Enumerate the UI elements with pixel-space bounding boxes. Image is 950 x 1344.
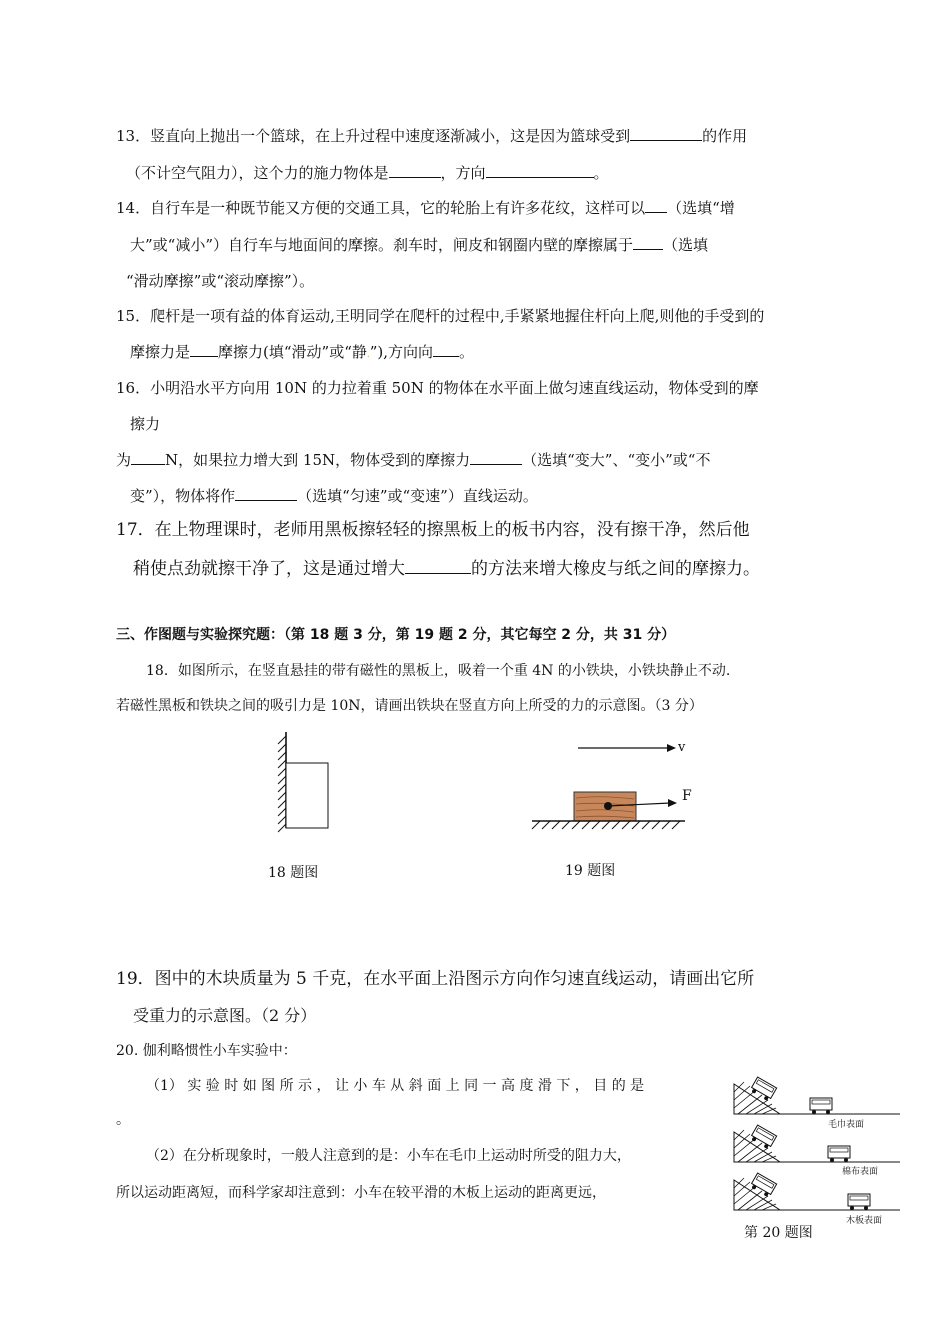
q15-line2 — [130, 342, 474, 365]
fig18-iron-block — [286, 763, 328, 828]
q14-text-d: （选填 — [663, 236, 709, 254]
fig20-label-towel: 毛巾表面 — [828, 1120, 865, 1130]
q14-text-b: （选填“增 — [667, 199, 735, 217]
q15-text-b: 摩擦力是 — [130, 343, 191, 361]
q16-text-g: （选填“匀速”或“变速”）直线运动。 — [297, 487, 538, 505]
q13-line1 — [116, 126, 747, 146]
fig20-ramp-2 — [734, 1125, 780, 1162]
fig20-cart-1 — [810, 1098, 832, 1114]
fig20-label-cotton: 棉布表面 — [842, 1167, 879, 1177]
q16-line3 — [116, 450, 710, 470]
q15-text-d: ”),方向向 — [369, 343, 434, 361]
q17-text-b: 稍使点劲就擦干净了，这是通过增大 — [133, 559, 405, 579]
q16-blank1[interactable] — [131, 450, 165, 465]
q14-blank1[interactable] — [645, 198, 667, 213]
q14-text-a: 14．自行车是一种既节能又方便的交通工具，它的轮胎上有许多花纹，这样可以 — [116, 199, 646, 217]
fig20-caption: 第 20 题图 — [744, 1225, 813, 1241]
q13-line2 — [126, 163, 609, 183]
q16-text-f: 变”），物体将作 — [130, 487, 236, 505]
fig20-diagram — [730, 1074, 902, 1220]
fig18-diagram — [262, 732, 332, 832]
fig20-label-wood: 木板表面 — [846, 1216, 883, 1226]
q20-p2-line2: 所以运动距离短，而科学家却注意到：小车在较平滑的木板上运动的距离更远， — [116, 1185, 606, 1201]
q20-title: 20. 伽利略惯性小车实验中： — [116, 1043, 297, 1059]
q15-text-c: 摩擦力(填“滑动”或“静 — [218, 343, 367, 361]
q15-blank2[interactable] — [433, 342, 459, 357]
q16-blank3[interactable] — [235, 486, 297, 501]
q19-text-a: 19．图中的木块质量为 5 千克，在水平面上沿图示方向作匀速直线运动，请画出它所 — [116, 969, 755, 989]
q16-line4 — [130, 486, 538, 506]
fig20-cart-3 — [848, 1194, 870, 1210]
q16-blank2[interactable] — [470, 450, 522, 465]
q17-line1 — [116, 520, 750, 540]
fig19-caption: 19 题图 — [565, 863, 616, 879]
section3-title: 三、作图题与实验探究题：（第 18 题 3 分，第 19 题 2 分，其它每空 2 分，共 31 分） — [116, 627, 676, 643]
q18-line1 — [146, 661, 730, 681]
q20-p2-line1: （2）在分析现象时，一般人注意到的是：小车在毛巾上运动时所受的阻力大， — [146, 1148, 631, 1164]
q15-dot-mark: . — [366, 350, 370, 360]
q17-blank1[interactable] — [405, 557, 471, 574]
q16-line2 — [130, 414, 160, 434]
q16-text-a: 16．小明沿水平方向用 10N 的力拉着重 50N 的物体在水平面上做匀速直线运动，物体受到的摩 — [116, 379, 759, 397]
fig19-velocity-arrowhead — [667, 744, 676, 752]
fig20-ramp-3 — [734, 1173, 780, 1210]
q17-text-a: 17．在上物理课时，老师用黑板擦轻轻的擦黑板上的板书内容，没有擦干净，然后他 — [116, 520, 750, 540]
q14-line1 — [116, 198, 735, 218]
fig19-diagram — [530, 738, 690, 833]
q15-text-e: 。 — [459, 343, 475, 361]
q16-text-e: （选填“变大”、“变小”或“不 — [522, 451, 711, 469]
q18-text-a: 18．如图所示，在竖直悬挂的带有磁性的黑板上，吸着一个重 4N 的小铁块，小铁块静止不动. — [146, 663, 731, 679]
fig18-caption: 18 题图 — [268, 865, 319, 881]
q19-line2 — [133, 1006, 316, 1026]
q16-text-c: 为 — [116, 451, 132, 469]
q13-text-a: 13．竖直向上抛出一个篮球，在上升过程中速度逐渐减小，这是因为篮球受到 — [116, 127, 631, 145]
q13-text-b: 的作用 — [702, 127, 748, 145]
q13-blank2[interactable] — [389, 163, 441, 178]
q20-p1-line2: 。 — [116, 1112, 130, 1128]
q15-blank1[interactable] — [190, 342, 218, 357]
q13-text-e: 。 — [593, 164, 609, 182]
q14-line3 — [126, 271, 314, 291]
q13-text-c: （不计空气阻力），这个力的施力物体是 — [126, 164, 389, 182]
q16-text-d: N，如果拉力增大到 15N，物体受到的摩擦力 — [165, 451, 471, 469]
q14-line2 — [130, 235, 708, 255]
fig20-ramp-1 — [734, 1077, 780, 1114]
q14-text-c: 大”或“减小”）自行车与地面间的摩擦。刹车时，闸皮和钢圈内壁的摩擦属于 — [130, 236, 634, 254]
q19-line1 — [116, 969, 754, 989]
q13-blank1[interactable] — [630, 126, 702, 141]
fig19-label-v: v — [678, 740, 686, 755]
fig20-cart-2 — [828, 1146, 850, 1162]
fig19-force-arrowhead — [668, 799, 677, 807]
q15-line1 — [116, 306, 764, 326]
q17-line2 — [133, 557, 760, 579]
q13-text-d: ，方向 — [440, 164, 486, 182]
q16-text-b: 擦力 — [130, 415, 161, 433]
q14-text-e: “滑动摩擦”或“滚动摩擦”）。 — [126, 272, 315, 290]
fig19-ground-hatch — [532, 821, 680, 829]
q18-line2 — [116, 696, 703, 716]
q16-line1 — [116, 378, 759, 398]
q17-text-c: 的方法来增大橡皮与纸之间的摩擦力。 — [471, 559, 760, 579]
fig19-label-f: F — [682, 788, 692, 804]
fig18-wall-hatch — [278, 736, 286, 832]
q19-text-b: 受重力的示意图。（2 分） — [133, 1006, 317, 1025]
q14-blank2[interactable] — [633, 235, 663, 250]
q20-p1-line1: （1） 实 验 时 如 图 所 示 ， 让 小 车 从 斜 面 上 同 一 高 度 滑 下 ， 目 的 是 — [146, 1078, 645, 1094]
q18-text-b: 若磁性黑板和铁块之间的吸引力是 10N，请画出铁块在竖直方向上所受的力的示意图。（3 分） — [116, 698, 703, 714]
q15-text-a: 15．爬杆是一项有益的体育运动,王明同学在爬杆的过程中,手紧紧地握住杆向上爬,则他的手受到的 — [116, 307, 765, 325]
q13-blank3[interactable] — [486, 163, 594, 178]
